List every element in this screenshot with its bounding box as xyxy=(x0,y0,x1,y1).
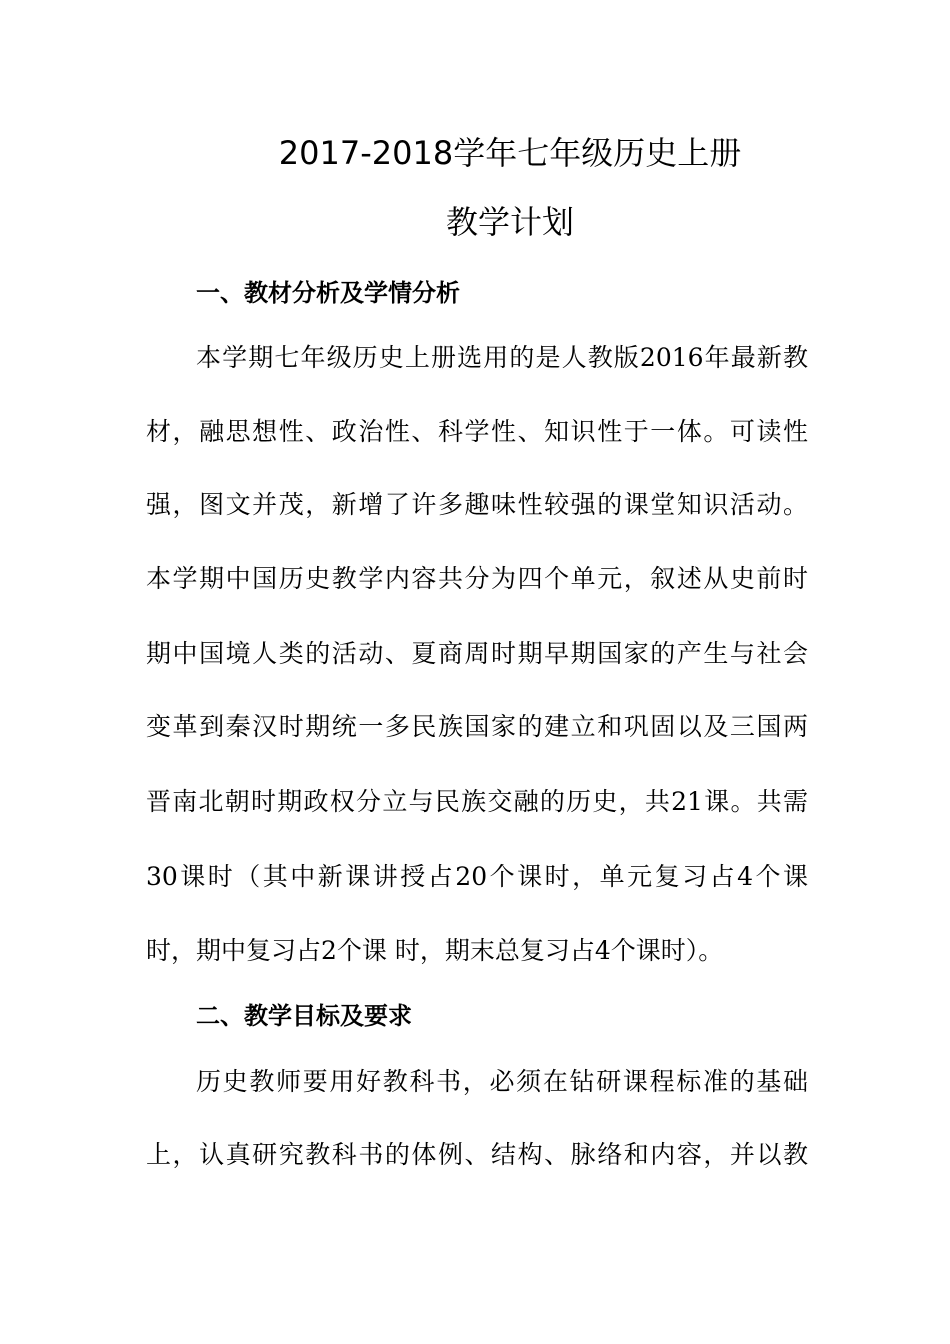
document-subtitle: 教学计划 xyxy=(445,203,574,241)
paragraph-line: 变革到秦汉时期统一多民族国家的建立和巩固以及三国两 xyxy=(146,712,808,741)
section-heading-1: 一、教材分析及学情分析 xyxy=(196,279,460,307)
paragraph-line: 期中国境人类的活动、夏商周时期早期国家的产生与社会 xyxy=(146,639,808,668)
document-title: 2017-2018学年七年级历史上册 xyxy=(278,134,742,172)
paragraph-line: 历史教师要用好教科书，必须在钻研课程标准的基础 xyxy=(196,1067,808,1096)
paragraph-line: 材，融思想性、政治性、科学性、知识性于一体。可读性 xyxy=(146,417,808,446)
paragraph-line: 本学期中国历史教学内容共分为四个单元，叙述从史前时 xyxy=(146,564,808,593)
paragraph-line: 本学期七年级历史上册选用的是人教版2016年最新教 xyxy=(196,343,808,372)
paragraph-line: 30课时（其中新课讲授占20个课时，单元复习占4个课 xyxy=(146,862,808,891)
paragraph-line: 强，图文并茂，新增了许多趣味性较强的课堂知识活动。 xyxy=(146,490,808,519)
section-heading-2: 二、教学目标及要求 xyxy=(196,1002,412,1030)
paragraph-line: 晋南北朝时期政权分立与民族交融的历史，共21课。共需 xyxy=(146,787,808,816)
paragraph-line: 时，期中复习占2个课 时，期末总复习占4个课时）。 xyxy=(146,936,724,965)
paragraph-line: 上，认真研究教科书的体例、结构、脉络和内容，并以教 xyxy=(146,1140,808,1169)
